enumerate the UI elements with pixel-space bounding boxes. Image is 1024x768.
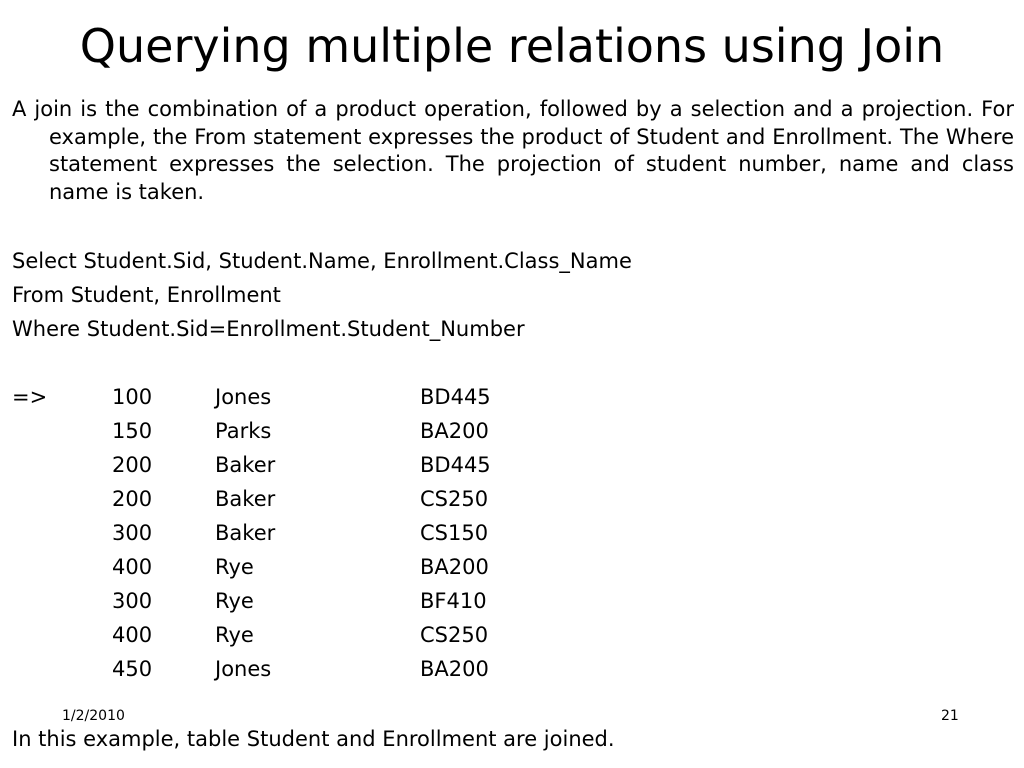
student-name: Rye [215, 623, 254, 647]
class-name: BF410 [420, 589, 487, 613]
sql-from-clause: From Student, Enrollment [12, 283, 281, 307]
student-sid: 400 [112, 623, 153, 647]
student-sid: 100 [112, 385, 153, 409]
student-name: Rye [215, 555, 254, 579]
student-sid: 300 [112, 589, 153, 613]
class-name: BD445 [420, 453, 491, 477]
student-name: Baker [215, 487, 276, 511]
student-name: Jones [215, 657, 272, 681]
student-sid: 400 [112, 555, 153, 579]
class-name: CS250 [420, 623, 489, 647]
result-arrow: => [12, 385, 48, 409]
student-name: Rye [215, 589, 254, 613]
slide-title: Querying multiple relations using Join [79, 19, 945, 73]
student-name: Parks [215, 419, 272, 443]
footer-date: 1/2/2010 [62, 708, 125, 724]
student-sid: 200 [112, 487, 153, 511]
class-name: BA200 [420, 657, 489, 681]
class-name: BA200 [420, 555, 489, 579]
class-name: CS150 [420, 521, 489, 545]
student-sid: 450 [112, 657, 153, 681]
sql-select-clause: Select Student.Sid, Student.Name, Enrollment.Class_Name [12, 249, 632, 273]
student-sid: 300 [112, 521, 153, 545]
student-name: Baker [215, 521, 276, 545]
class-name: BA200 [420, 419, 489, 443]
footer-page-number: 21 [941, 708, 959, 724]
class-name: BD445 [420, 385, 491, 409]
sql-where-clause: Where Student.Sid=Enrollment.Student_Number [12, 317, 525, 341]
student-name: Jones [215, 385, 272, 409]
student-name: Baker [215, 453, 276, 477]
student-sid: 200 [112, 453, 153, 477]
class-name: CS250 [420, 487, 489, 511]
student-sid: 150 [112, 419, 153, 443]
intro-paragraph: A join is the combination of a product operation, followed by a selection and a projection. For example, the From statement expresses the product of Student and Enrollment. The Where statement expresses the selection. The projection of student number, name and class name is taken. [12, 97, 1014, 204]
conclusion-text: In this example, table Student and Enrollment are joined. [12, 727, 615, 751]
